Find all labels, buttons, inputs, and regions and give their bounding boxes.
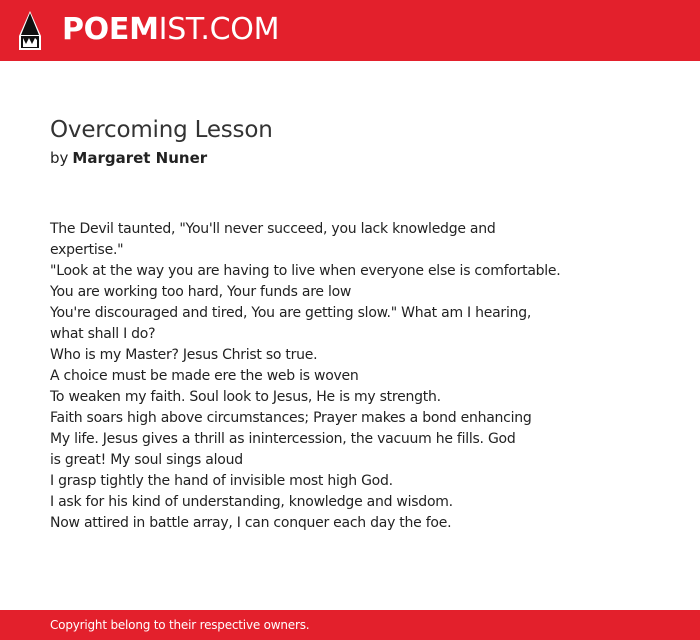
- poem-line: My life. Jesus gives a thrill as inintercession, the vacuum he fills. God: [50, 431, 516, 447]
- poem-line: I ask for his kind of understanding, knowledge and wisdom.: [50, 494, 453, 510]
- poem-line: "Look at the way you are having to live when everyone else is comfortable.: [50, 263, 561, 279]
- poem-line: The Devil taunted, "You'll never succeed, you lack knowledge and: [50, 221, 496, 237]
- poem-line: To weaken my faith. Soul look to Jesus, He is my strength.: [50, 389, 441, 405]
- poem-line: I grasp tightly the hand of invisible most high God.: [50, 473, 393, 489]
- poem-body: [50, 219, 610, 534]
- author-name[interactable]: Margaret Nuner: [72, 149, 208, 167]
- site-logo[interactable]: [62, 12, 279, 48]
- poem-line: is great! My soul sings aloud: [50, 452, 243, 468]
- pencil-icon[interactable]: [18, 10, 42, 51]
- poem-line: A choice must be made ere the web is woven: [50, 368, 359, 384]
- logo-bold-text: POEM: [62, 12, 159, 47]
- poem-line: Now attired in battle array, I can conquer each day the foe.: [50, 515, 452, 531]
- logo-light-text: IST.COM: [158, 12, 280, 47]
- site-footer: [0, 610, 700, 640]
- site-header: [0, 0, 700, 61]
- poem-line: You're discouraged and tired, You are getting slow." What am I hearing,: [50, 305, 532, 321]
- poem-line: Who is my Master? Jesus Christ so true.: [50, 347, 318, 363]
- poem-line: expertise.": [50, 242, 124, 258]
- copyright-text: Copyright belong to their respective owners.: [50, 618, 310, 632]
- byline: [50, 149, 207, 167]
- poem-title: Overcoming Lesson: [50, 117, 273, 143]
- by-label: by: [50, 149, 69, 167]
- poem-line: You are working too hard, Your funds are low: [50, 284, 352, 300]
- poem-line: what shall I do?: [50, 326, 156, 342]
- poem-line: Faith soars high above circumstances; Prayer makes a bond enhancing: [50, 410, 532, 426]
